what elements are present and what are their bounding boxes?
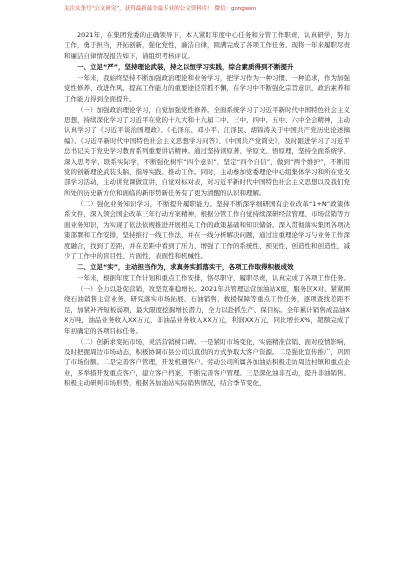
- body-paragraph: 2021年，在集团党委的正确领导下，本人紧盯年度中心任务和分管工作职责，认真研学，努力工作，勇于担当，开拓创新，强化党性，廉洁自律，圆满完成了各项工作任务。现将一年来履职尽责和廉洁自律情况报告如下，请组织考核评议。: [64, 31, 350, 60]
- subsection-paragraph: （二）创新求变拓市场，灵活营销树口碑。一是紧盯市场变化，实施精准营销、面对疫情影响，及时把握周边市场动态，积极协调市县公司以直供的方式争取大客户资源。二是强化宣传推广，巩固了市场份额。二是完善客户管理，开发机遇客户。劳动公司所属各加油站积极走访周边村镇和重点企业，多举措开发重点客户，建立客户档案，不断完善客户管理。三是深化油非互动，提升非油销售。积极主动研判市场形势，根据各加油站实际销售情况，结合季节变化，: [64, 337, 350, 388]
- subsection-paragraph: （一）加强政治理论学习，自觉加强党性修养。全面系统学习了习近平新时代中国特色社会主义思想，持续深化学习了习近平在党的十九大和十九届二中、三中、四中、五中、六中全会精神，主动认真学习了《习近平谈治国理政》、《毛泽东、邓小平、江泽民、胡锦涛关于中国共产党历史论述摘编》、《习近平新时代中国特色社会主义思想学习问答》、《中国共产党简史》，及时跟进学习了习近平总书记关于党史学习教育系列重要讲话精神。通过坚持读原著、学原文、悟原理，坚持全面系统学、深入思考学、联系实际学，不断强化树牢“四个意识”，坚定“四个自信”，做到“两个维护”，不断用党的创新理论武装头脑、指导实践、推动工作。同时，主动参加党委理论中心组集体学习和所在党支部学习活动，主动讲党课做宣讲，自觉对标对表，对习近平新时代中国特色社会主义思想以及我们党所处的历史新方位和面临的新形势新任务有了更为清醒的认识和理解。: [64, 105, 350, 197]
- promo-banner: 关注头条号“公文研究”，获得最新最全最专业的公文资料库！ 微信：gongwen: [64, 6, 257, 12]
- body-paragraph: 一年来，我始终坚持不断加强政治理论和业务学习，把学习作为一种习惯、一种追求，作为加强党性修养、改进作风、提高工作能力的重要途径常抓不懈，在学习中不断强化宗旨意识，政治素养和工作能力得到全面提升。: [64, 73, 350, 103]
- body-paragraph: 一年来，根据年度工作计划和重点工作安排，恪尽职守，履职尽责，认真完成了各项工作任务。: [77, 273, 350, 282]
- section-heading: 二、立足“实”，主动担当作为，求真务实抓落实干，各项工作取得积极成效: [77, 262, 294, 271]
- report-body: [64, 30, 350, 389]
- subsection-paragraph: （一）全力以赴促营销，攻坚克难稳增长。2021年共管理运营加油站X座，服务区X对，紧紧围绕石油销售主营业务，研究落实市场拓展、石油销售、救援保障等重点工作任务，逐项查找差距不足，加紧补齐短板弱项，最大限度挖掘增长潜力，全力以赴抓生产、保目标。全年累计销售成品油XX万吨，油品业务收入XX万元，非油品业务收入XX万元，利润XX万元，同比增长X%，超额完成了年初确定的各项目标任务。: [64, 284, 350, 335]
- section-heading: 一、立足“严”，坚持理论武装，持之以恒学习实践，综合素质得到不断提升: [77, 62, 294, 71]
- subsection-paragraph: （二）强化业务知识学习，不断提升履职能力。坚持不断深学细研国有企业改革“1+N”政策体系文件，深入领会国企改革三年行动方案精神，根据分管工作自觉持续深研经营管理、市场营销等方面业务知识，为实现了依法依规推进开展相关工作的政策基础和知识储备。深入贯彻落实集团各项决策部署和工作安排，坚持推行一线工作法，并在一线分析解决问题，通过注重理论学习与业务工作深度融合，找到了差距，并在差距中看到了压力，增强了工作的系统性、预见性、创造性和创造性，减少了工作中的盲目性、片面性，表面性和机械性。: [64, 199, 350, 260]
